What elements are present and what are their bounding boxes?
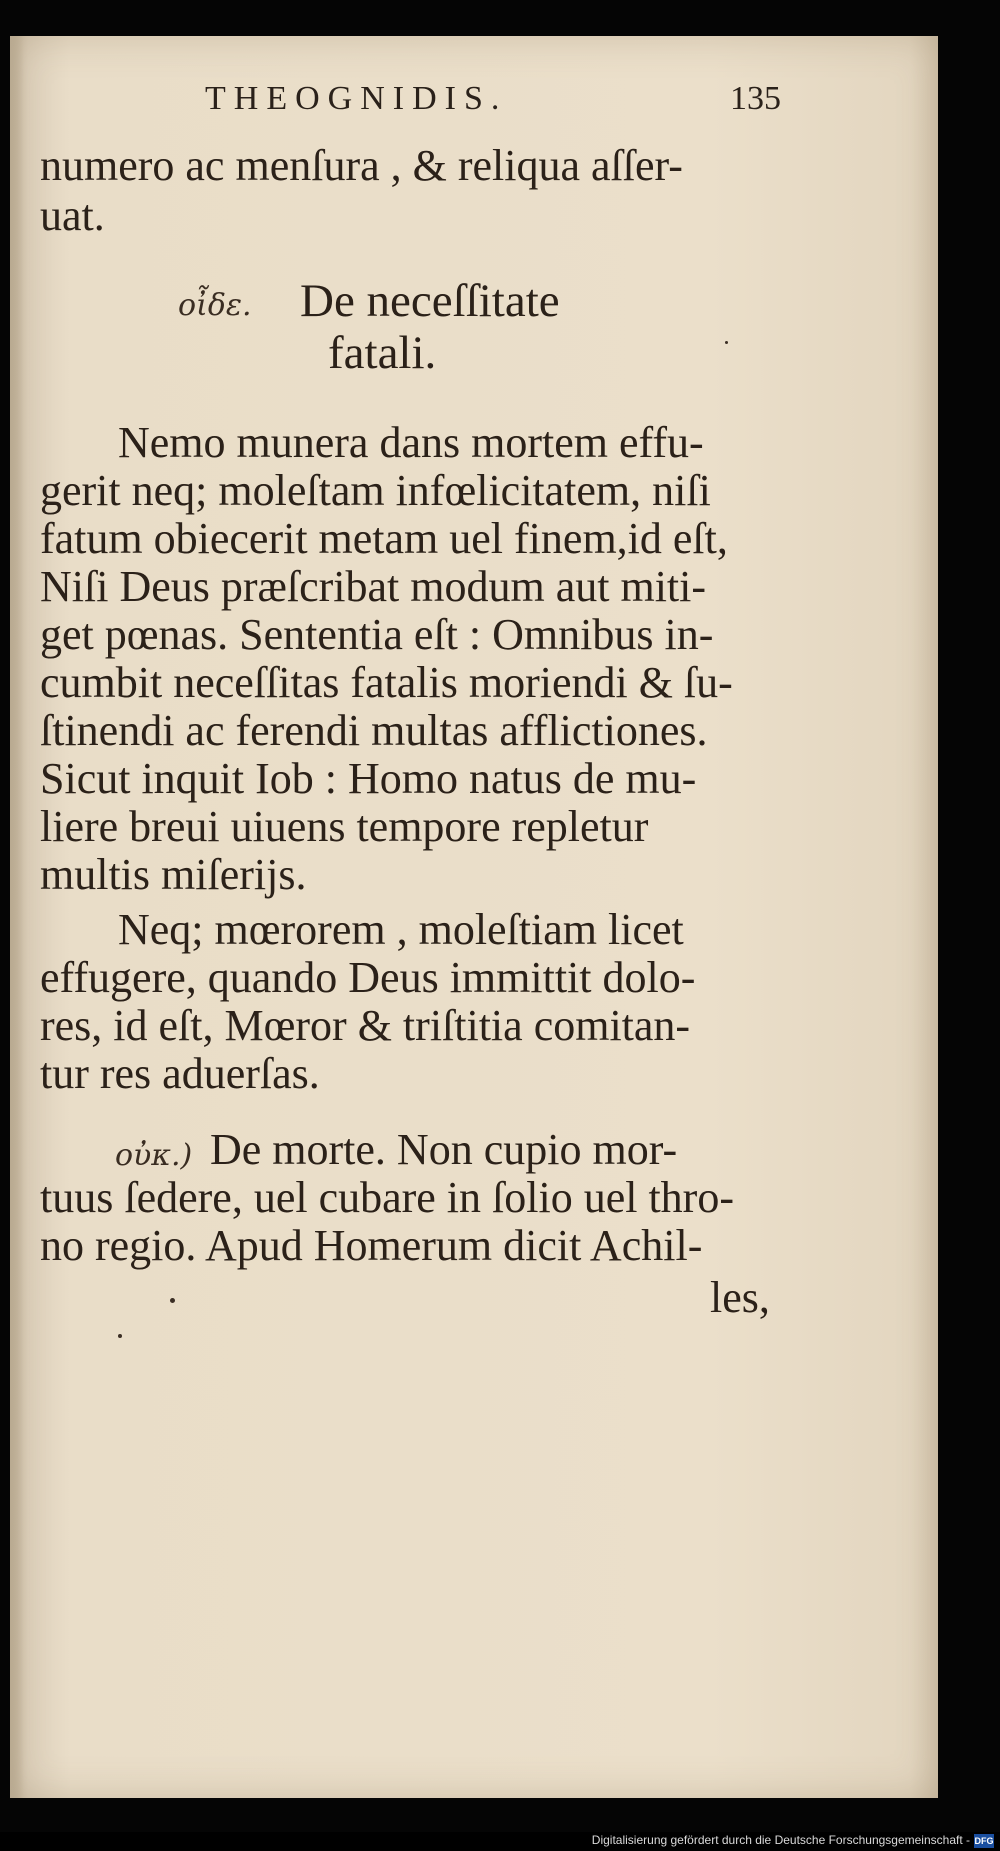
paragraph1-line-3: fatum obiecerit metam uel finem,id eſt, bbox=[40, 514, 728, 563]
continuation-line-2: uat. bbox=[40, 191, 105, 240]
page-number: 135 bbox=[730, 80, 781, 117]
book-page bbox=[10, 36, 938, 1798]
paragraph3-line-1: De morte. Non cupio mor- bbox=[210, 1125, 678, 1174]
paragraph1-line-5: get pœnas. Sententia eſt : Omnibus in- bbox=[40, 610, 714, 659]
running-head: THEOGNIDIS. bbox=[205, 80, 508, 117]
continuation-line-1: numero ac menſura , & reliqua aſſer- bbox=[40, 141, 683, 190]
paragraph1-line-4: Niſi Deus præſcribat modum aut miti- bbox=[40, 562, 707, 611]
section-heading-line-1: De neceſſitate bbox=[300, 275, 560, 327]
paragraph2-line-4: tur res aduerſas. bbox=[40, 1049, 320, 1098]
paragraph1-line-2: gerit neq; moleſtam infœlicitatem, niſi bbox=[40, 466, 711, 515]
ink-speck bbox=[170, 1298, 175, 1303]
paragraph3-line-3: no regio. Apud Homerum dicit Achil- bbox=[40, 1221, 703, 1270]
paragraph1-line-1: Nemo munera dans mortem effu- bbox=[118, 418, 704, 467]
paragraph1-line-10: multis miſerijs. bbox=[40, 850, 307, 899]
catchword: les, bbox=[710, 1273, 770, 1322]
paragraph2-line-3: res, id eſt, Mœror & triſtitia comitan- bbox=[40, 1001, 691, 1050]
paragraph1-line-9: liere breui uiuens tempore repletur bbox=[40, 802, 649, 851]
paragraph2-line-1: Neq; mœrorem , moleſtiam licet bbox=[118, 905, 684, 954]
paragraph1-line-6: cumbit neceſſitas fatalis moriendi & ſu- bbox=[40, 658, 733, 707]
paragraph2-line-2: effugere, quando Deus immittit dolo- bbox=[40, 953, 696, 1002]
paragraph3-line-2: tuus ſedere, uel cubare in ſolio uel thro- bbox=[40, 1173, 734, 1222]
ink-speck bbox=[725, 341, 728, 344]
footer-credit: Digitalisierung gefördert durch die Deutsche Forschungsgemeinschaft - bbox=[591, 1833, 970, 1847]
ink-speck bbox=[118, 1334, 122, 1338]
greek-reference-1: οἶδε. bbox=[178, 288, 252, 323]
paragraph1-line-8: Sicut inquit Iob : Homo natus de mu- bbox=[40, 754, 697, 803]
section-heading-line-2: fatali. bbox=[328, 327, 437, 379]
greek-reference-2: οὐκ.) bbox=[115, 1138, 193, 1173]
dfg-logo: DFG bbox=[974, 1836, 994, 1846]
page-binding-edge bbox=[10, 36, 24, 1798]
paragraph1-line-7: ſtinendi ac ferendi multas afflictiones. bbox=[40, 706, 708, 755]
